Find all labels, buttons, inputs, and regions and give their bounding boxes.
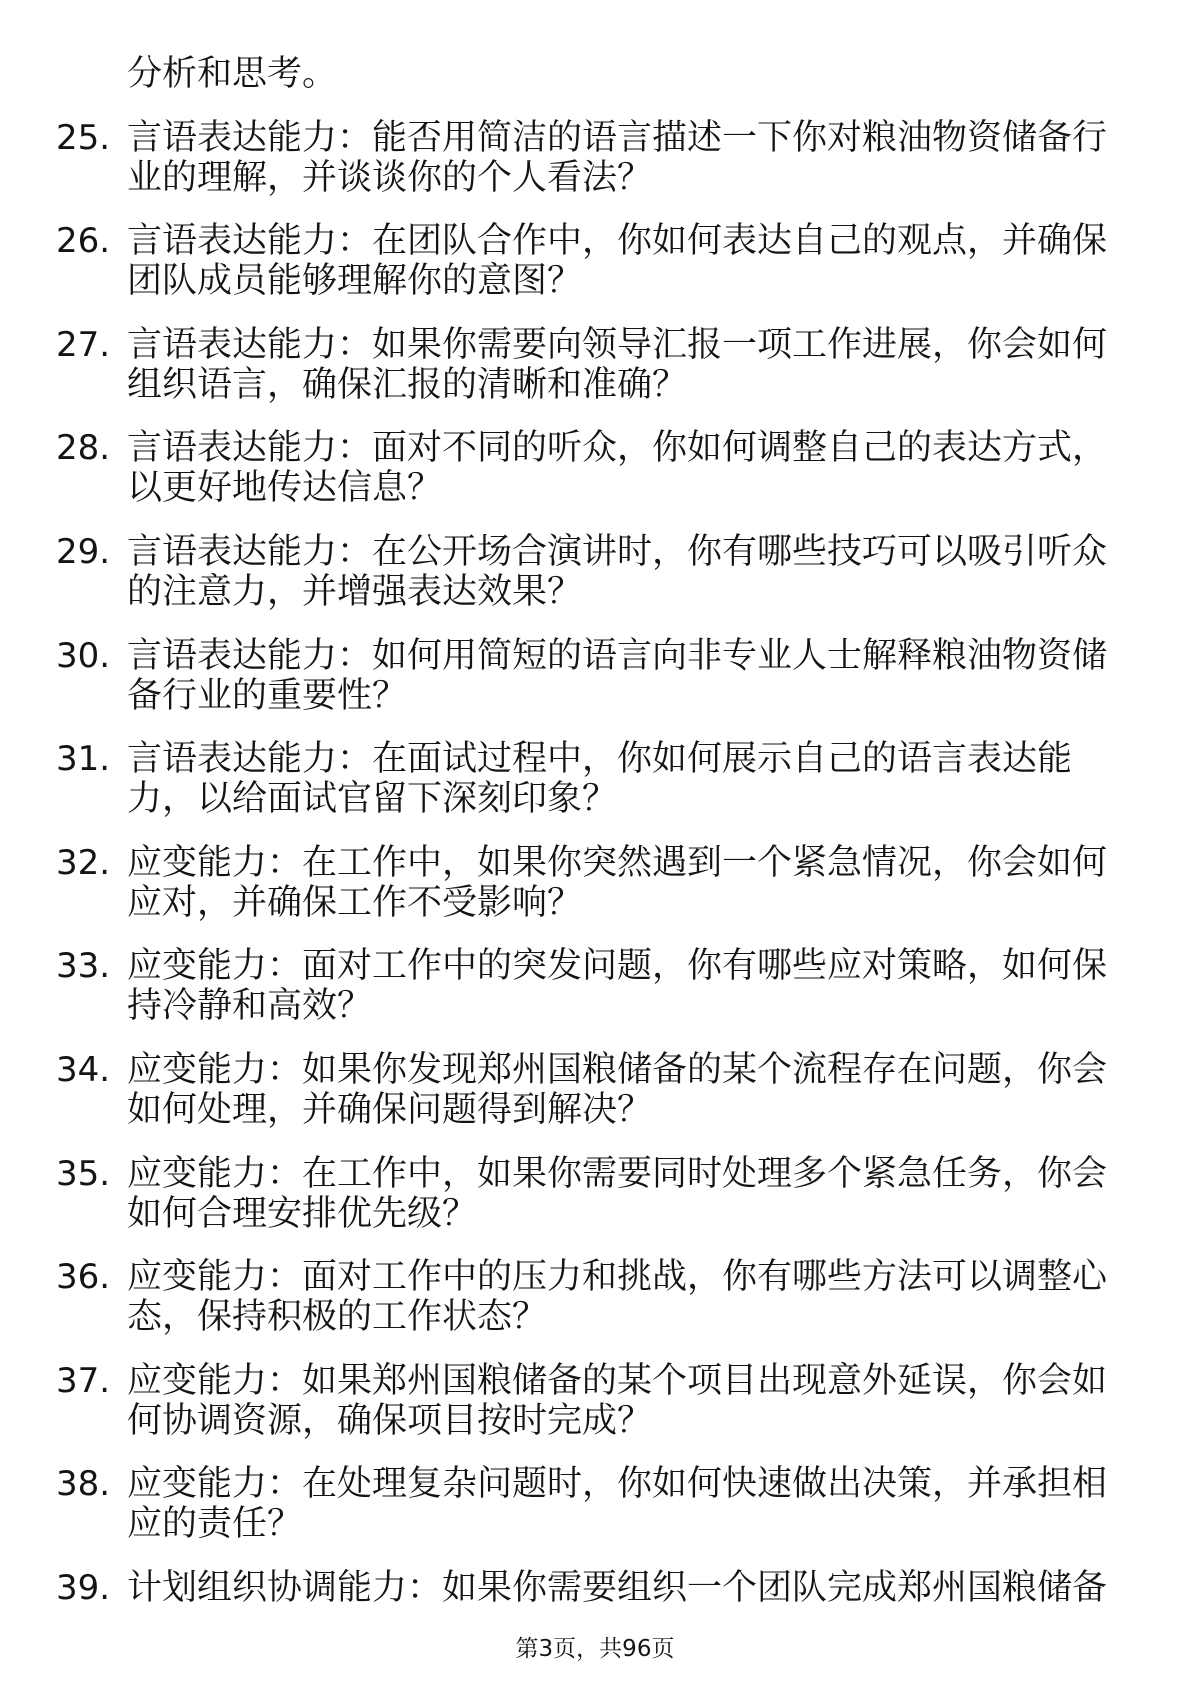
item-line: 如何处理，并确保问题得到解决？ (127, 1089, 653, 1130)
list-item (0, 1154, 1190, 1234)
item-line: 应变能力：如果你发现郑州国粮储备的某个流程存在问题，你会 (127, 1049, 1108, 1090)
list-item (0, 1050, 1190, 1130)
item-line: 团队成员能够理解你的意图？ (127, 261, 583, 302)
item-line: 言语表达能力：在团队合作中，你如何表达自己的观点，并确保 (127, 221, 1108, 262)
item-line: 应变能力：面对工作中的突发问题，你有哪些应对策略，如何保 (127, 946, 1108, 987)
item-line: 的注意力，并增强表达效果？ (127, 571, 583, 612)
list-item (0, 532, 1190, 612)
list-item (0, 428, 1190, 508)
item-line: 应对，并确保工作不受影响？ (127, 882, 583, 923)
item-line: 计划组织协调能力：如果你需要组织一个团队完成郑州国粮储备 (127, 1567, 1108, 1608)
item-number: 29. (56, 531, 111, 572)
question-list (0, 54, 1190, 1632)
item-line: 言语表达能力：如何用简短的语言向非专业人士解释粮油物资储 (127, 635, 1108, 676)
item-line: 应变能力：在工作中，如果你需要同时处理多个紧急任务，你会 (127, 1153, 1108, 1194)
item-number: 25. (56, 117, 111, 158)
item-line: 业的理解，并谈谈你的个人看法？ (127, 157, 653, 198)
item-number: 38. (56, 1464, 111, 1505)
item-number: 27. (56, 324, 111, 365)
item-number: 31. (56, 739, 111, 780)
item-number: 35. (56, 1153, 111, 1194)
item-line: 应变能力：如果郑州国粮储备的某个项目出现意外延误，你会如 (127, 1360, 1108, 1401)
list-item (0, 843, 1190, 923)
item-line: 言语表达能力：如果你需要向领导汇报一项工作进展，你会如何 (127, 324, 1108, 365)
item-number: 28. (56, 428, 111, 469)
list-item (0, 1464, 1190, 1544)
item-number: 36. (56, 1257, 111, 1298)
item-line: 组织语言，确保汇报的清晰和准确？ (127, 364, 688, 405)
list-item (0, 325, 1190, 405)
item-number: 32. (56, 842, 111, 883)
list-item (0, 1257, 1190, 1337)
item-line: 态，保持积极的工作状态？ (127, 1297, 548, 1338)
continuation-line: 分析和思考。 (127, 54, 338, 94)
page-footer: 第3页，共96页 (515, 1636, 675, 1662)
item-number: 30. (56, 635, 111, 676)
list-item (0, 221, 1190, 301)
item-line: 力，以给面试官留下深刻印象？ (127, 779, 618, 820)
item-line: 应变能力：面对工作中的压力和挑战，你有哪些方法可以调整心 (127, 1257, 1108, 1298)
list-item (0, 1361, 1190, 1441)
item-line: 言语表达能力：在公开场合演讲时，你有哪些技巧可以吸引听众 (127, 531, 1108, 572)
item-number: 39. (56, 1567, 111, 1608)
item-line: 以更好地传达信息？ (127, 468, 443, 509)
item-number: 37. (56, 1360, 111, 1401)
item-number: 34. (56, 1049, 111, 1090)
item-line: 言语表达能力：在面试过程中，你如何展示自己的语言表达能 (127, 739, 1073, 780)
list-item (0, 1568, 1190, 1608)
item-line: 何协调资源，确保项目按时完成？ (127, 1400, 653, 1441)
item-line: 言语表达能力：面对不同的听众，你如何调整自己的表达方式， (127, 428, 1108, 469)
item-line: 如何合理安排优先级？ (127, 1193, 478, 1234)
list-item (0, 946, 1190, 1026)
item-number: 33. (56, 946, 111, 987)
continuation-block (0, 54, 1190, 94)
item-number: 26. (56, 221, 111, 262)
list-item (0, 118, 1190, 198)
item-line: 应变能力：在处理复杂问题时，你如何快速做出决策，并承担相 (127, 1464, 1108, 1505)
item-line: 应的责任？ (127, 1504, 303, 1545)
item-line: 备行业的重要性？ (127, 675, 408, 716)
item-line: 应变能力：在工作中，如果你突然遇到一个紧急情况，你会如何 (127, 842, 1108, 883)
item-line: 持冷静和高效？ (127, 986, 373, 1027)
list-item (0, 636, 1190, 716)
list-item (0, 739, 1190, 819)
item-line: 言语表达能力：能否用简洁的语言描述一下你对粮油物资储备行 (127, 117, 1108, 158)
